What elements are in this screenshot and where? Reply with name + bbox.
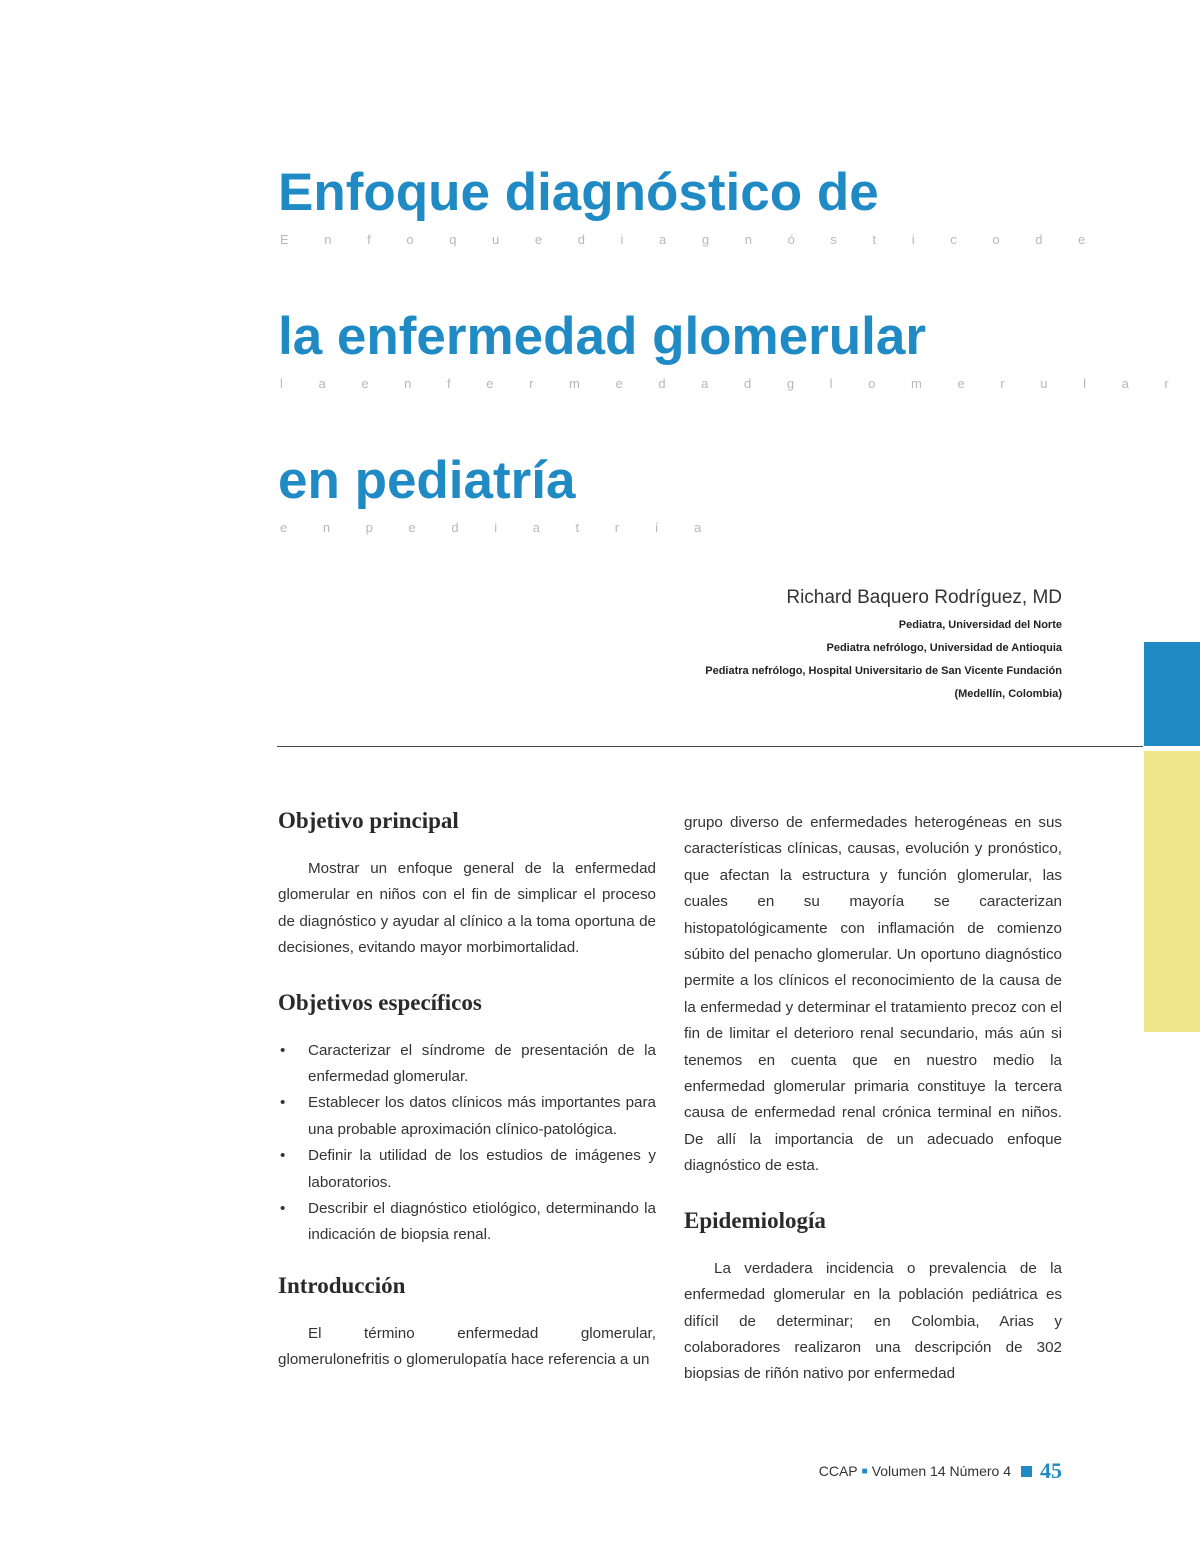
affiliation: Pediatra nefrólogo, Hospital Universitario de San Vicente Fundación: [705, 665, 1062, 677]
journal-name: CCAP: [818, 1463, 858, 1479]
list-item: • Definir la utilidad de los estudios de imágenes y laboratorios.: [278, 1143, 656, 1196]
left-column: [278, 800, 656, 1374]
divider: [277, 746, 1143, 747]
title-ghost-2: l a e n f e r m e d a d g l o m e r u l a r: [280, 376, 1185, 391]
bullet-icon: •: [280, 1200, 286, 1218]
title-line-3: en pediatría: [278, 451, 576, 510]
heading-objetivos-especificos: Objetivos específicos: [278, 989, 482, 1015]
right-column: [684, 810, 1062, 1388]
list-item: • Establecer los datos clínicos más importantes para una probable aproximación clínico-patológica.: [278, 1090, 656, 1143]
heading-objetivo-principal: Objetivo principal: [278, 808, 459, 833]
affiliation: Pediatra nefrólogo, Universidad de Antioquia: [826, 642, 1062, 654]
volume-info: Volumen 14 Número 4: [871, 1463, 1011, 1479]
author-name: Richard Baquero Rodríguez, MD: [786, 587, 1062, 608]
bullet-icon: •: [280, 1041, 286, 1059]
objetivo-paragraph: Mostrar un enfoque general de la enfermedad glomerular en niños con el fin de simplicar el proceso de diagnóstico y ayudar al clínico a la toma oportuna de decisiones, evitando mayor morbimortalidad.: [278, 860, 656, 957]
bullet-icon: •: [280, 1147, 286, 1165]
intro-paragraph: El término enfermedad glomerular, glomerulonefritis o glomerulopatía hace referencia a un: [278, 1324, 656, 1369]
side-tab-blue: [1144, 642, 1200, 746]
square-icon: [1021, 1466, 1032, 1477]
heading-introduccion: Introducción: [278, 1272, 406, 1298]
page-number: 45: [1040, 1458, 1062, 1483]
article-title: [278, 160, 1185, 592]
title-line-2: la enfermedad glomerular: [278, 307, 926, 366]
title-ghost-3: e n p e d i a t r í a: [280, 520, 718, 535]
title-ghost-1: E n f o q u e d i a g n ó s t i c o d e: [280, 232, 1102, 247]
heading-epidemiologia: Epidemiología: [684, 1207, 826, 1233]
side-tab-yellow: [1144, 751, 1200, 1032]
affiliation: Pediatra, Universidad del Norte: [898, 619, 1062, 631]
title-line-1: Enfoque diagnóstico de: [278, 163, 879, 222]
intro-continued-paragraph: grupo diverso de enfermedades heterogéneas en sus características clínicas, causas, evolución y pronóstico, que afectan la estructura y función glomerular, las cuales en su mayoría se caracterizan histopatológicamente con inflamación de comienzo súbito del penacho glomerular. Un oportuno diagnóstico permite a los clínicos el reconocimiento de la causa de la enfermedad y determinar el tratamiento precoz con el fin de limitar el deterioro renal secundario, más aún si tenemos en cuenta que en nuestro medio la enfermedad glomerular primaria constituye la tercera causa de enfermedad renal crónica terminal en niños. De allí la importancia de un adecuado enfoque diagnóstico de esta.: [684, 814, 1062, 1175]
epi-paragraph: La verdadera incidencia o prevalencia de la enfermedad glomerular en la población pediátrica es difícil de determinar; en Colombia, Arias y colaboradores realizaron una descripción de 302 biopsias de riñón nativo por enfermedad: [684, 1259, 1062, 1383]
list-item: • Caracterizar el síndrome de presentación de la enfermedad glomerular.: [278, 1038, 656, 1091]
page-footer: [819, 1458, 1062, 1484]
bullet-icon: •: [280, 1094, 286, 1112]
affiliation: (Medellín, Colombia): [954, 688, 1062, 700]
objetivos-list: [278, 1038, 656, 1249]
list-item: • Describir el diagnóstico etiológico, determinando la indicación de biopsia renal.: [278, 1196, 656, 1249]
author-block: [362, 587, 1062, 709]
separator-icon: ■: [861, 1465, 868, 1477]
